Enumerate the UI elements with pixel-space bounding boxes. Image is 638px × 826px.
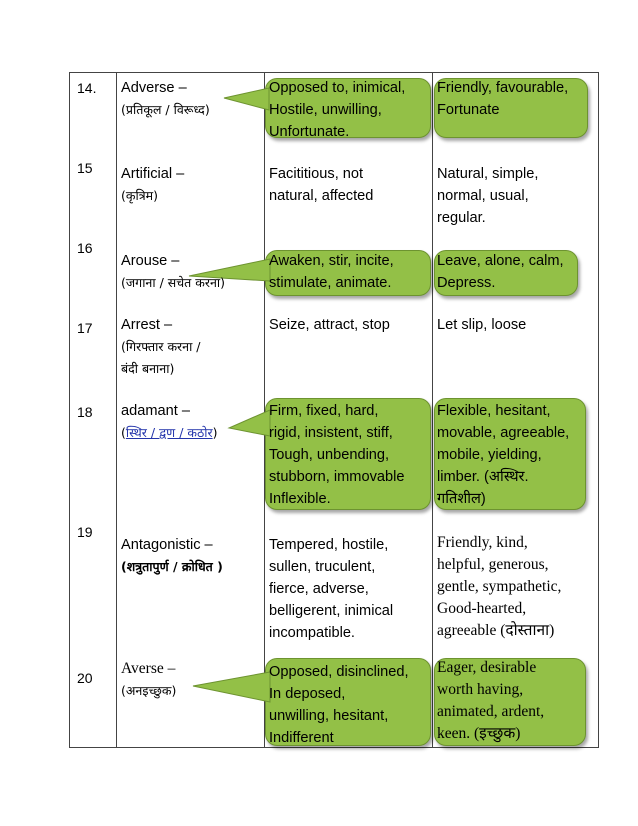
antonyms-cell — [437, 657, 544, 745]
synonyms-cell — [269, 314, 390, 336]
antonym-line: limber. (अस्थिर. — [437, 469, 529, 485]
antonyms-cell — [437, 314, 526, 336]
antonym-line: Eager, desirable — [437, 659, 537, 676]
word-cell — [121, 250, 225, 294]
word: Arouse – — [121, 253, 180, 269]
synonym-line: Opposed to, inimical, — [269, 80, 406, 96]
synonym-line: natural, affected — [269, 188, 374, 204]
vocabulary-table — [69, 72, 599, 748]
synonym-line: In deposed, — [269, 686, 346, 702]
hindi-meaning: (अनइच्छुक) — [121, 683, 177, 698]
row-number: 14. — [77, 80, 97, 96]
antonym-line: keen. (इच्छुक) — [437, 725, 521, 742]
synonym-line: unwilling, hesitant, — [269, 708, 389, 724]
synonym-line: Unfortunate. — [269, 124, 350, 140]
synonyms-cell — [269, 77, 405, 143]
word: Adverse – — [121, 80, 187, 96]
antonym-line: helpful, generous, — [437, 556, 549, 573]
synonyms-cell — [269, 400, 404, 510]
synonym-line: rigid, insistent, stiff, — [269, 425, 393, 441]
antonym-line: gentle, sympathetic, — [437, 578, 562, 595]
antonym-line: mobile, yielding, — [437, 447, 542, 463]
row-number: 17 — [77, 320, 93, 336]
hindi-meaning: (जगाना / सचेत करना) — [121, 275, 226, 290]
synonym-line: Facititious, not — [269, 166, 364, 182]
antonym-line: Friendly, favourable, — [437, 80, 569, 96]
word-cell — [121, 163, 184, 207]
antonyms-cell — [437, 77, 568, 121]
word: Antagonistic – — [121, 537, 213, 553]
row-number: 20 — [77, 670, 93, 686]
hindi-meaning: (गिरफ्तार करना / — [121, 339, 201, 354]
synonym-line: belligerent, inimical — [269, 603, 394, 619]
callout-pointer — [224, 86, 270, 112]
word: adamant – — [121, 403, 190, 419]
antonyms-cell — [437, 250, 564, 294]
callout-pointer — [229, 408, 271, 438]
synonym-line: stimulate, animate. — [269, 275, 392, 291]
word: Averse – — [121, 660, 176, 677]
word-cell — [121, 314, 201, 380]
word-cell — [121, 658, 176, 702]
hindi-link: स्थिर / द्वण / कठोर — [125, 425, 213, 440]
synonym-line: Opposed, disinclined, — [269, 664, 409, 680]
synonym-line: incompatible. — [269, 625, 355, 641]
synonyms-cell — [269, 534, 393, 644]
antonyms-cell — [437, 163, 538, 229]
antonyms-cell — [437, 532, 561, 642]
column-divider — [116, 72, 117, 748]
word: Arrest – — [121, 317, 173, 333]
word-cell — [121, 534, 223, 578]
synonym-line: fierce, adverse, — [269, 581, 369, 597]
antonym-line: regular. — [437, 210, 486, 226]
synonyms-cell — [269, 661, 409, 749]
antonym-line: Let slip, loose — [437, 317, 527, 333]
antonyms-cell — [437, 400, 569, 510]
synonym-line: stubborn, immovable — [269, 469, 405, 485]
synonym-line: Tough, unbending, — [269, 447, 390, 463]
antonym-line: Good-hearted, — [437, 600, 527, 617]
antonym-line: Fortunate — [437, 102, 500, 118]
synonym-line: Tempered, hostile, — [269, 537, 389, 553]
synonym-line: Inflexible. — [269, 491, 331, 507]
synonym-line: Awaken, stir, incite, — [269, 253, 394, 269]
antonym-line: Flexible, hesitant, — [437, 403, 551, 419]
word-cell — [121, 400, 218, 444]
hindi-meaning: (शत्रुतापुर्ण / क्रोधित ) — [121, 559, 223, 574]
synonym-line: sullen, truculent, — [269, 559, 376, 575]
antonym-line: movable, agreeable, — [437, 425, 570, 441]
antonym-line: worth having, — [437, 681, 524, 698]
synonym-line: Indifferent — [269, 730, 334, 746]
hindi-meaning: बंदी बनाना) — [121, 361, 175, 376]
word: Artificial – — [121, 166, 185, 182]
antonym-line: Friendly, kind, — [437, 534, 528, 551]
callout-pointer — [193, 670, 271, 704]
hindi-meaning: (प्रतिकूल / विरूध्द) — [121, 102, 210, 117]
hindi-meaning: (कृत्रिम) — [121, 188, 158, 203]
row-number: 19 — [77, 524, 93, 540]
hindi-meaning: (स्थिर / द्वण / कठोर) — [121, 425, 218, 440]
antonym-line: Depress. — [437, 275, 496, 291]
synonym-line: Seize, attract, stop — [269, 317, 390, 333]
antonym-line: animated, ardent, — [437, 703, 545, 720]
row-number: 15 — [77, 160, 93, 176]
row-number: 16 — [77, 240, 93, 256]
word-cell — [121, 77, 210, 121]
antonym-line: agreeable (दोस्ताना) — [437, 622, 555, 639]
antonym-line: normal, usual, — [437, 188, 529, 204]
antonym-line: Leave, alone, calm, — [437, 253, 564, 269]
synonym-line: Hostile, unwilling, — [269, 102, 382, 118]
synonyms-cell — [269, 163, 373, 207]
row-number: 18 — [77, 404, 93, 420]
antonym-line: Natural, simple, — [437, 166, 539, 182]
synonym-line: Firm, fixed, hard, — [269, 403, 379, 419]
synonyms-cell — [269, 250, 394, 294]
antonym-line: गतिशील) — [437, 491, 486, 507]
column-divider — [432, 72, 433, 748]
